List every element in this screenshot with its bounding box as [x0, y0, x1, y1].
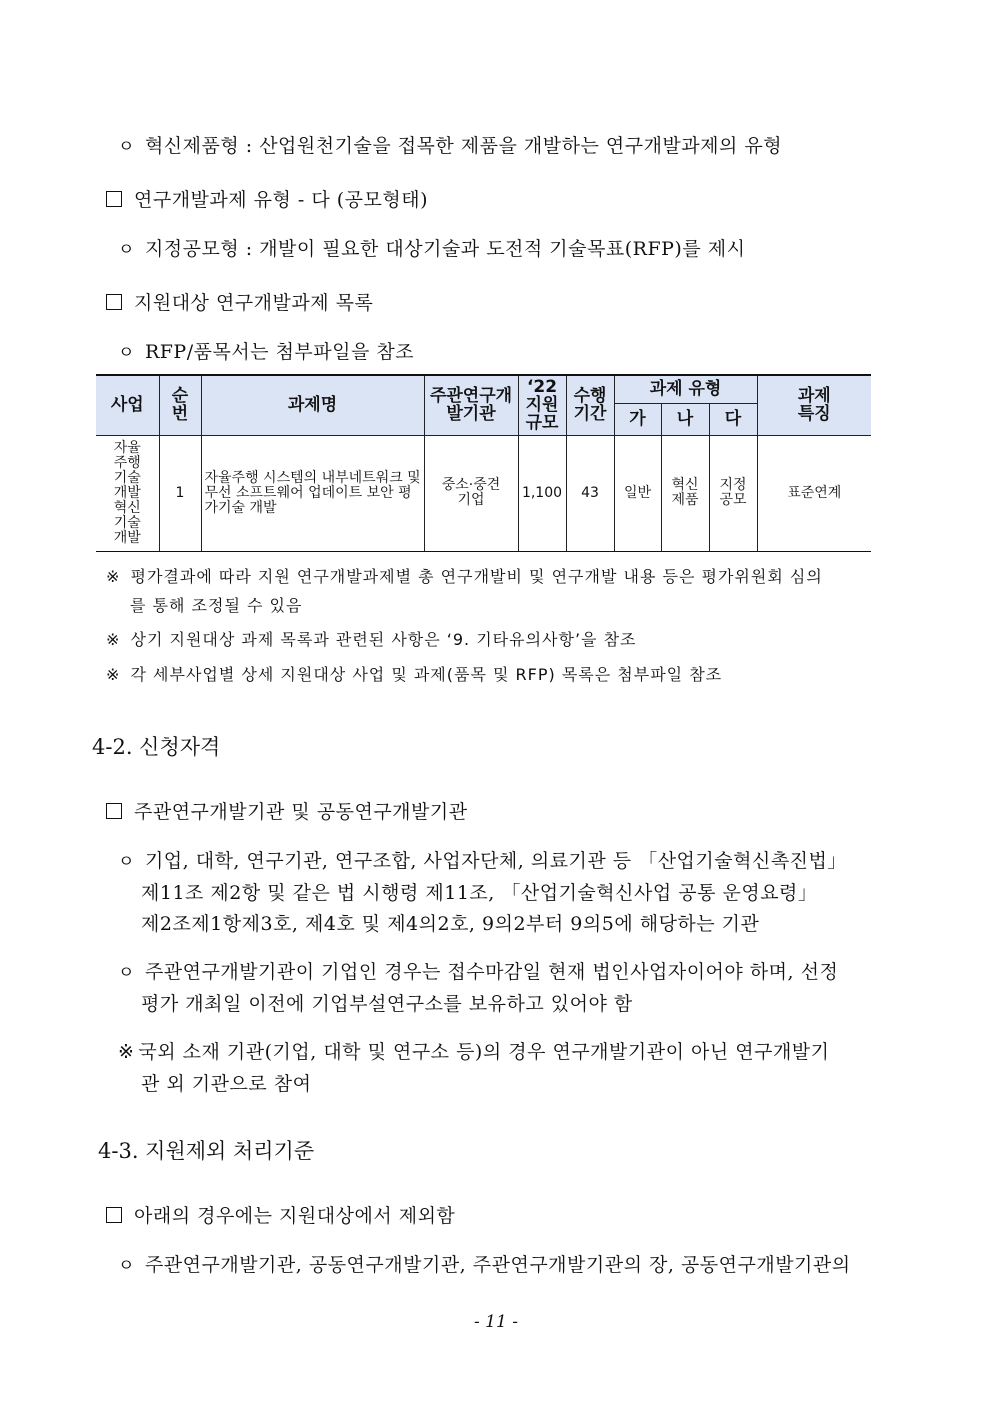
cell-business: 자율주행기술개발혁신기술개발 — [96, 435, 159, 551]
heading-text: 연구개발과제 유형 - 다 (공모형태) — [134, 189, 429, 211]
note-text-cont: 를 통해 조정될 수 있음 — [130, 596, 303, 615]
table-row — [96, 435, 871, 551]
header-period: 수행기간 — [566, 375, 614, 435]
heading-exclusion — [106, 1201, 455, 1228]
header-lead-org: 주관연구개발기관 — [424, 375, 518, 435]
heading-text: 주관연구개발기관 및 공동연구개발기관 — [134, 801, 468, 823]
circle-bullet-icon: ㅇ — [118, 963, 135, 983]
note-text: 각 세부사업별 상세 지원대상 사업 및 과제(품목 및 RFP) 목록은 첨부파일 참조 — [130, 665, 723, 684]
cell-period: 43 — [566, 435, 614, 551]
checkbox-square-icon — [106, 191, 122, 207]
circle-bullet-icon: ㅇ — [118, 343, 135, 363]
bullet-eligible-1-line3: 제2조제1항제3호, 제4호 및 제4의2호, 9의2부터 9의5에 해당하는 기관 — [141, 913, 760, 935]
header-task-name: 과제명 — [201, 375, 424, 435]
header-scale-year: ‘22 — [526, 377, 558, 398]
heading-text: 아래의 경우에는 지원대상에서 제외함 — [134, 1205, 456, 1227]
bullet-eligible-1-line2: 제11조 제2항 및 같은 법 시행령 제11조, 「산업기술혁신사업 공통 운영요령」 — [141, 882, 818, 904]
cell-feature: 표준연계 — [757, 435, 871, 551]
note-text: 국외 소재 기관(기업, 대학 및 연구소 등)의 경우 연구개발기관이 아닌 연구개발기 — [138, 1041, 830, 1063]
bullet-rfp-note — [118, 337, 414, 364]
bullet-eligible-2 — [118, 957, 838, 984]
bullet-text: 주관연구개발기관, 공동연구개발기관, 주관연구개발기관의 장, 공동연구개발기관의 — [144, 1254, 851, 1276]
header-order: 순번 — [159, 375, 201, 435]
cell-task-name: 자율주행 시스템의 내부네트워크 및 무선 소프트웨어 업데이트 보안 평가기술 개발 — [201, 435, 424, 551]
bullet-innovative-product — [118, 131, 782, 158]
note-1 — [106, 564, 823, 587]
bullet-text: RFP/품목서는 첨부파일을 참조 — [144, 341, 415, 363]
bullet-text: 주관연구개발기관이 기업인 경우는 접수마감일 현재 법인사업자이어야 하며, 선정 — [144, 961, 839, 983]
checkbox-square-icon — [106, 294, 122, 310]
note-foreign-orgs — [118, 1037, 830, 1064]
header-scale — [518, 375, 566, 435]
note-text: 평가결과에 따라 지원 연구개발과제별 총 연구개발비 및 연구개발 내용 등은 평가위원회 심의 — [130, 567, 823, 586]
note-mark: ※ — [106, 630, 121, 649]
note-text: 상기 지원대상 과제 목록과 관련된 사항은 ‘9. 기타유의사항’을 참조 — [130, 630, 637, 649]
checkbox-square-icon — [106, 803, 122, 819]
heading-text: 지원대상 연구개발과제 목록 — [134, 292, 374, 314]
cell-lead-org: 중소·중견기업 — [424, 435, 518, 551]
checkbox-square-icon — [106, 1207, 122, 1223]
page-number: - 11 - — [474, 1312, 518, 1332]
note-mark: ※ — [106, 665, 121, 684]
task-table — [96, 374, 871, 552]
heading-eligible-orgs — [106, 797, 468, 824]
header-type-c: 다 — [709, 403, 757, 435]
heading-type-c — [106, 185, 428, 212]
bullet-eligible-2-line2: 평가 개최일 이전에 기업부설연구소를 보유하고 있어야 함 — [141, 993, 633, 1015]
cell-order: 1 — [159, 435, 201, 551]
note-foreign-orgs-line2: 관 외 기관으로 참여 — [141, 1073, 312, 1095]
note-mark: ※ — [106, 567, 121, 586]
header-type-a: 가 — [614, 403, 661, 435]
header-business: 사업 — [96, 375, 159, 435]
cell-scale: 1,100 — [518, 435, 566, 551]
note-3 — [106, 662, 722, 685]
header-type-b: 나 — [661, 403, 709, 435]
circle-bullet-icon: ㅇ — [118, 852, 135, 872]
bullet-text: 기업, 대학, 연구기관, 연구조합, 사업자단체, 의료기관 등 「산업기술혁신촉진법」 — [144, 850, 847, 872]
circle-bullet-icon: ㅇ — [118, 137, 135, 157]
bullet-eligible-1 — [118, 846, 847, 873]
cell-type-b: 혁신제품 — [661, 435, 709, 551]
section-title-4-3: 4-3. 지원제외 처리기준 — [98, 1139, 315, 1163]
section-title-4-2: 4-2. 신청자격 — [92, 735, 221, 759]
cell-type-a: 일반 — [614, 435, 661, 551]
cell-type-c: 지정공모 — [709, 435, 757, 551]
bullet-text: 혁신제품형 : 산업원천기술을 접목한 제품을 개발하는 연구개발과제의 유형 — [144, 135, 783, 157]
heading-target-list — [106, 288, 373, 315]
note-1-continued — [130, 593, 302, 616]
note-2 — [106, 627, 636, 650]
header-scale-label: 지원규모 — [525, 395, 559, 434]
bullet-exclusion-1 — [118, 1250, 851, 1277]
circle-bullet-icon: ㅇ — [118, 240, 135, 260]
circle-bullet-icon: ㅇ — [118, 1256, 135, 1276]
header-feature: 과제특징 — [757, 375, 871, 435]
note-mark: ※ — [118, 1041, 135, 1063]
header-task-type: 과제 유형 — [614, 375, 757, 403]
bullet-designated — [118, 234, 745, 261]
bullet-text: 지정공모형 : 개발이 필요한 대상기술과 도전적 기술목표(RFP)를 제시 — [144, 238, 746, 260]
